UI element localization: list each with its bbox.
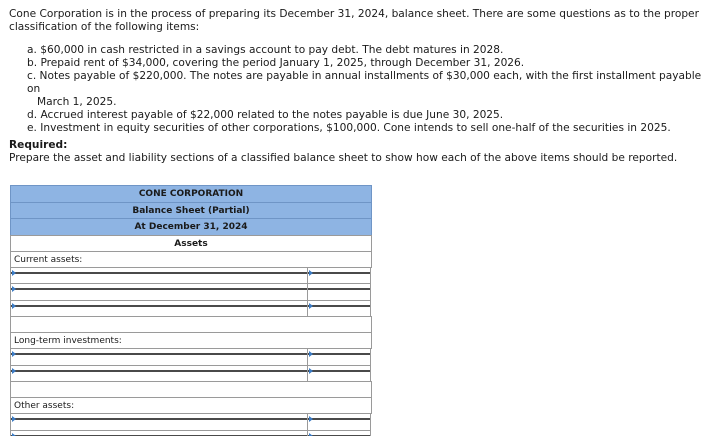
amount-input[interactable] xyxy=(308,305,370,321)
other-assets-row-1 xyxy=(10,413,372,431)
amount-cell[interactable] xyxy=(307,430,371,436)
dropdown-marker-icon xyxy=(309,416,313,422)
item-c-continuation: March 1, 2025. xyxy=(37,96,117,108)
account-dropdown[interactable] xyxy=(10,267,308,285)
statement-date-header: At December 31, 2024 xyxy=(10,218,372,236)
item-e: e. Investment in equity securities of other corporations, $100,000. Cone intends to sell one-half of the securities in 2025. xyxy=(27,122,671,134)
account-input[interactable] xyxy=(11,370,307,386)
other-assets-row-2 xyxy=(10,430,372,436)
company-name-header: CONE CORPORATION xyxy=(10,185,372,203)
statement-title-header: Balance Sheet (Partial) xyxy=(10,202,372,220)
account-dropdown[interactable] xyxy=(10,300,308,318)
problem-intro: Cone Corporation is in the process of preparing its December 31, 2024, balance sheet. There are some questions as to the proper classification of the following items: xyxy=(9,8,699,33)
dropdown-marker-icon xyxy=(309,270,313,276)
long-term-row-2 xyxy=(10,365,372,383)
required-text: Prepare the asset and liability sections of a classified balance sheet to show how each of the above items should be reported. xyxy=(9,152,678,164)
balance-sheet-table xyxy=(10,185,372,436)
account-input[interactable] xyxy=(11,305,307,321)
item-b: b. Prepaid rent of $34,000, covering the period January 1, 2025, through December 31, 2026. xyxy=(27,57,525,69)
amount-input[interactable] xyxy=(308,370,370,386)
account-dropdown[interactable] xyxy=(10,365,308,383)
assets-section-heading: Assets xyxy=(10,235,372,252)
amount-cell[interactable] xyxy=(307,300,371,318)
current-assets-row-2 xyxy=(10,283,372,301)
current-assets-row-1 xyxy=(10,267,372,285)
amount-cell[interactable] xyxy=(307,413,371,431)
current-assets-row-3 xyxy=(10,300,372,318)
long-term-investments-label: Long-term investments: xyxy=(10,332,372,349)
account-dropdown[interactable] xyxy=(10,283,308,301)
other-assets-label: Other assets: xyxy=(10,397,372,414)
problem-items-list xyxy=(27,44,707,135)
dropdown-marker-icon xyxy=(12,433,16,436)
dropdown-marker-icon xyxy=(12,416,16,422)
long-term-row-1 xyxy=(10,348,372,366)
current-assets-label: Current assets: xyxy=(10,251,372,268)
dropdown-marker-icon xyxy=(12,270,16,276)
dropdown-marker-icon xyxy=(309,368,313,374)
dropdown-marker-icon xyxy=(12,351,16,357)
amount-cell[interactable] xyxy=(307,267,371,285)
item-a: a. $60,000 in cash restricted in a savings account to pay debt. The debt matures in 2028. xyxy=(27,44,504,56)
account-dropdown[interactable] xyxy=(10,348,308,366)
amount-cell[interactable] xyxy=(307,283,371,301)
dropdown-marker-icon xyxy=(12,303,16,309)
dropdown-marker-icon xyxy=(12,368,16,374)
amount-cell[interactable] xyxy=(307,348,371,366)
amount-cell[interactable] xyxy=(307,365,371,383)
account-dropdown[interactable] xyxy=(10,413,308,431)
dropdown-marker-icon xyxy=(309,351,313,357)
item-d: d. Accrued interest payable of $22,000 related to the notes payable is due June 30, 2025. xyxy=(27,109,504,121)
dropdown-marker-icon xyxy=(309,433,313,436)
account-dropdown[interactable] xyxy=(10,430,308,436)
dropdown-marker-icon xyxy=(309,303,313,309)
required-heading: Required: xyxy=(9,139,68,151)
item-c: c. Notes payable of $220,000. The notes are payable in annual installments of $30,000 each, with the first installment payable on xyxy=(27,70,702,95)
dropdown-marker-icon xyxy=(12,286,16,292)
